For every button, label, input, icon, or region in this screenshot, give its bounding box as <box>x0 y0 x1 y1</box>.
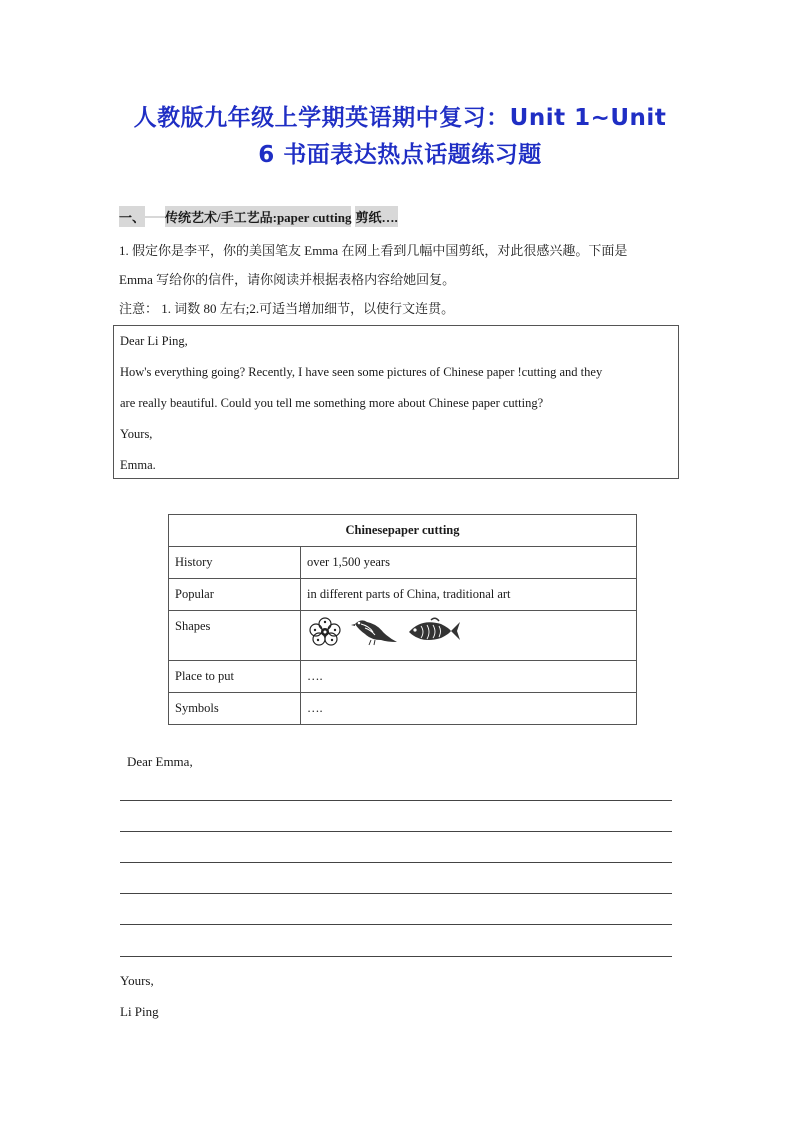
task-line-1: 1. 假定你是李平，你的美国笔友 Emma 在网上看到几幅中国剪纸，对此很感兴趣。下面是 <box>119 243 628 258</box>
letter-salutation: Dear Li Ping, <box>120 334 188 348</box>
table-row-label: Symbols <box>169 693 301 725</box>
section-number: 一、 <box>119 206 145 227</box>
reply-closing: Yours, <box>120 973 154 988</box>
answer-line[interactable] <box>120 956 672 957</box>
table-row-value: …. <box>301 693 637 725</box>
answer-line[interactable] <box>120 924 672 925</box>
page-title <box>100 100 700 174</box>
letter-body-line-1: How's everything going? Recently, I have seen some pictures of Chinese paper !cutting and they <box>120 365 603 379</box>
task-line-2: Emma 写给你的信件，请你阅读并根据表格内容给她回复。 <box>119 272 456 287</box>
table-header: Chinesepaper cutting <box>169 515 637 547</box>
table-row <box>169 693 637 725</box>
bird-papercut-icon <box>351 616 399 646</box>
letter-body-line-2: are really beautiful. Could you tell me something more about Chinese paper cutting? <box>120 396 544 410</box>
task-instructions <box>119 236 679 323</box>
task-note: 注意： 1. 词数 80 左右;2.可适当增加细节，以使行文连贯。 <box>119 301 455 316</box>
letter-signature: Emma. <box>120 458 156 472</box>
table-row <box>169 547 637 579</box>
info-table <box>168 514 637 725</box>
letter-closing: Yours, <box>120 427 153 441</box>
reply-signature: Li Ping <box>120 1004 159 1019</box>
fish-papercut-icon <box>407 616 461 646</box>
flower-papercut-icon <box>307 616 343 646</box>
table-row-value: …. <box>301 661 637 693</box>
reply-salutation: Dear Emma, <box>127 754 193 769</box>
table-row-label: Place to put <box>169 661 301 693</box>
table-row-value: over 1,500 years <box>301 547 637 579</box>
letter-from-emma <box>113 325 679 479</box>
section-title: 传统艺术/手工艺品:paper cutting <box>165 206 351 227</box>
shapes-cell <box>301 611 637 661</box>
table-row-label: Shapes <box>169 611 301 661</box>
table-row-label: Popular <box>169 579 301 611</box>
section-title-tail: 剪纸…. <box>355 206 397 227</box>
table-row <box>169 579 637 611</box>
table-row <box>169 611 637 661</box>
title-line-1: 人教版九年级上学期英语期中复习：Unit 1~Unit <box>133 105 667 131</box>
title-line-2: 6 书面表达热点话题练习题 <box>258 142 542 168</box>
answer-line[interactable] <box>120 893 672 894</box>
table-row <box>169 661 637 693</box>
answer-line[interactable] <box>120 831 672 832</box>
answer-line[interactable] <box>120 800 672 801</box>
table-row-label: History <box>169 547 301 579</box>
table-row-value: in different parts of China, traditional art <box>301 579 637 611</box>
answer-line[interactable] <box>120 862 672 863</box>
section-heading <box>119 206 398 227</box>
